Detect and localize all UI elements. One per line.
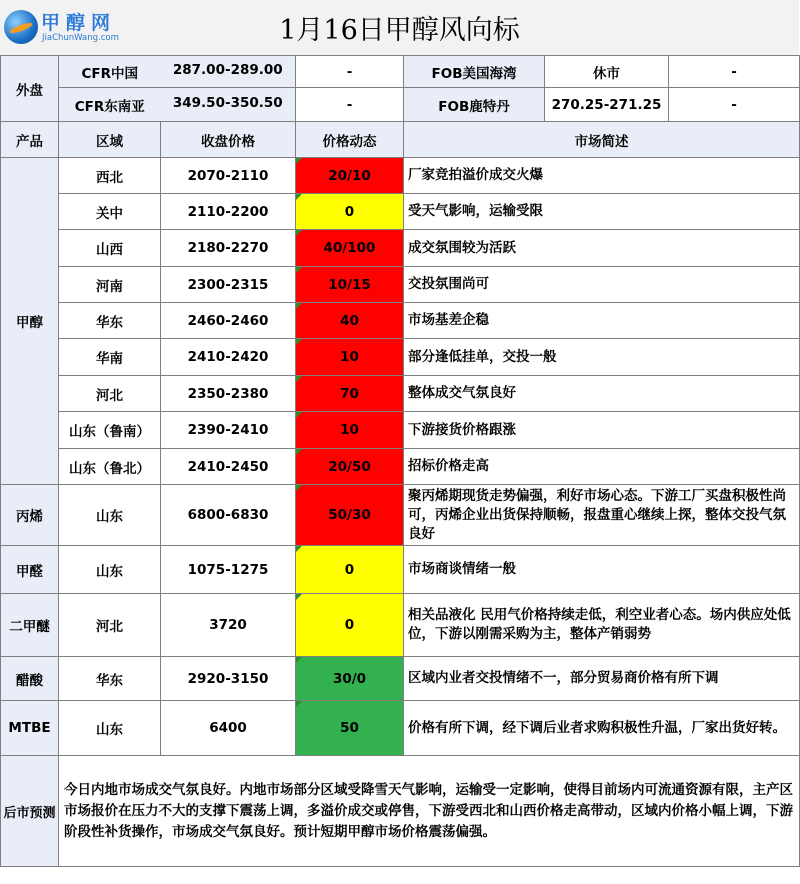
price-cell: 2920-3150 [161,657,296,701]
page-title: 1月16日甲醇风向标 [279,15,520,46]
change-cell: 10/15 [296,267,404,303]
price-cell: 2410-2420 [161,339,296,376]
price-cell: 2070-2110 [161,158,296,194]
region-cell: 山西 [59,230,161,267]
desc-cell: 价格有所下调，经下调后业者求购积极性升温，厂家出货好转。 [404,701,800,756]
outer-price: 休市 [545,56,669,88]
price-cell: 3720 [161,594,296,657]
outer-label: 外盘 [1,56,59,122]
table-row [1,449,800,485]
table-row [1,657,800,701]
table-row [1,701,800,756]
price-cell: 2410-2450 [161,449,296,485]
region-cell: 河北 [59,376,161,412]
region-cell: 西北 [59,158,161,194]
desc-cell: 相关品液化 民用气价格持续走低，利空业者心态。场内供应处低位，下游以刚需采购为主，整体产销弱势 [404,594,800,657]
desc-cell: 部分逢低挂单，交投一般 [404,339,800,376]
column-header-row [1,122,800,158]
change-cell: 0 [296,546,404,594]
change-cell: 50/30 [296,485,404,546]
outer-change: - [296,88,404,122]
region-cell: 华东 [59,303,161,339]
col-header-desc: 市场简述 [404,122,800,158]
header-bar [0,0,799,56]
forecast-label: 后市预测 [1,756,59,867]
change-cell: 0 [296,194,404,230]
desc-cell: 招标价格走高 [404,449,800,485]
price-cell: 1075-1275 [161,546,296,594]
table-row [1,158,800,194]
desc-cell: 下游接货价格跟涨 [404,412,800,449]
region-cell: 山东（鲁北） [59,449,161,485]
change-cell: 0 [296,594,404,657]
change-cell: 20/10 [296,158,404,194]
change-cell: 10 [296,412,404,449]
product-label: MTBE [1,701,59,756]
region-cell: 河北 [59,594,161,657]
table-row [1,230,800,267]
desc-cell: 成交氛围较为活跃 [404,230,800,267]
product-label: 丙烯 [1,485,59,546]
table-row [1,194,800,230]
change-cell: 40/100 [296,230,404,267]
outer-name [59,88,296,122]
region-cell: 山东 [59,701,161,756]
product-label: 二甲醚 [1,594,59,657]
forecast-row [1,756,800,867]
logo-text: 甲醇网 [41,12,117,34]
outer-name [59,56,296,88]
region-cell: 山东（鲁南） [59,412,161,449]
price-cell: 2110-2200 [161,194,296,230]
price-table [0,55,800,867]
desc-cell: 市场基差企稳 [404,303,800,339]
table-row [1,339,800,376]
region-cell: 山东 [59,546,161,594]
table-row [1,376,800,412]
price-cell: 2460-2460 [161,303,296,339]
outer-name: FOB鹿特丹 [404,88,545,122]
region-cell: 河南 [59,267,161,303]
desc-cell: 受天气影响，运输受限 [404,194,800,230]
price-cell: 6400 [161,701,296,756]
outer-change: - [669,56,800,88]
desc-cell: 整体成交气氛良好 [404,376,800,412]
product-label: 甲醛 [1,546,59,594]
table-row [1,267,800,303]
outer-name: FOB美国海湾 [404,56,545,88]
table-row [1,485,800,546]
change-cell: 40 [296,303,404,339]
col-header-change: 价格动态 [296,122,404,158]
outer-name-a: CFR东南亚 [74,98,145,115]
price-cell: 2390-2410 [161,412,296,449]
col-header-region: 区域 [59,122,161,158]
product-label: 醋酸 [1,657,59,701]
change-cell: 20/50 [296,449,404,485]
outer-name-a: CFR中国 [81,65,139,82]
col-header-price: 收盘价格 [161,122,296,158]
table-row [1,594,800,657]
desc-cell: 聚丙烯期现货走势偏强，利好市场心态。下游工厂买盘积极性尚可，丙烯企业出货保持顺畅，报盘重心继续上探，整体交投气氛良好 [404,485,800,546]
region-cell: 华南 [59,339,161,376]
logo-url: JiaChunWang.com [42,33,119,43]
change-cell: 70 [296,376,404,412]
price-cell: 2350-2380 [161,376,296,412]
region-cell: 关中 [59,194,161,230]
change-cell: 50 [296,701,404,756]
desc-cell: 区域内业者交投情绪不一，部分贸易商价格有所下调 [404,657,800,701]
change-cell: 30/0 [296,657,404,701]
price-cell: 2180-2270 [161,230,296,267]
outer-price-a: 349.50-350.50 [172,94,283,111]
table-row [1,412,800,449]
desc-cell: 厂家竞拍溢价成交火爆 [404,158,800,194]
product-label: 甲醇 [1,158,59,485]
region-cell: 山东 [59,485,161,546]
outer-change: - [296,56,404,88]
outer-price-a: 287.00-289.00 [172,61,283,78]
table-row [1,303,800,339]
outer-row [1,88,800,122]
desc-cell: 市场商谈情绪一般 [404,546,800,594]
table-row [1,546,800,594]
col-header-product: 产品 [1,122,59,158]
change-cell: 10 [296,339,404,376]
outer-row [1,56,800,88]
outer-price: 270.25-271.25 [545,88,669,122]
region-cell: 华东 [59,657,161,701]
desc-cell: 交投氛围尚可 [404,267,800,303]
outer-change: - [669,88,800,122]
price-cell: 6800-6830 [161,485,296,546]
price-cell: 2300-2315 [161,267,296,303]
forecast-text: 今日内地市场成交气氛良好。内地市场部分区域受降雪天气影响，运输受一定影响，使得目前场内可流通资源有限，主产区市场报价在压力不大的支撑下震荡上调，多溢价成交或停售，下游受西北和山西价格走高带动，区域内价格小幅上调，下游阶段性补货操作，市场成交气氛良好。预计短期甲醇市场价格震荡偏强。 [59,756,800,867]
